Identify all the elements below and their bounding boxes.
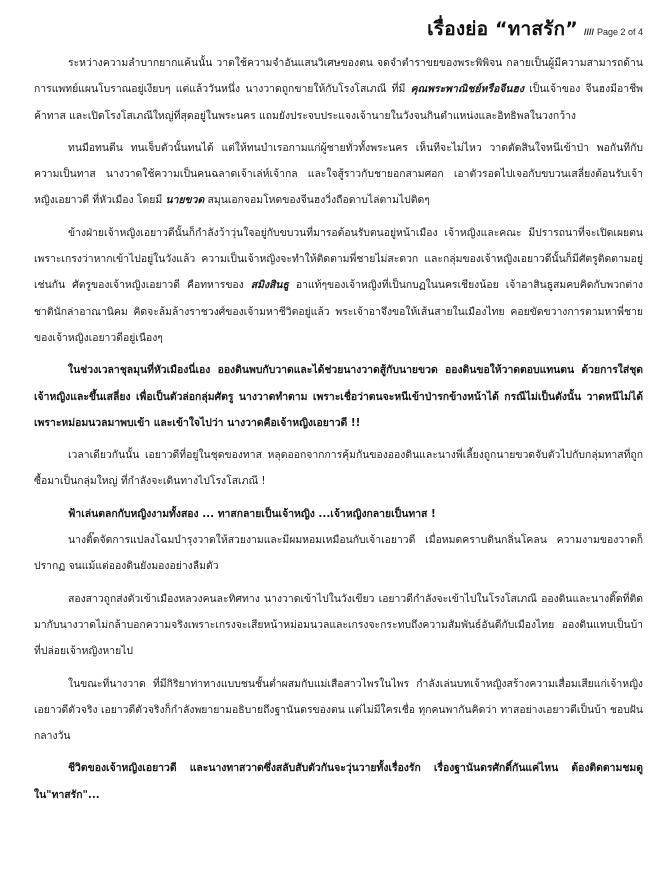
page-header xyxy=(34,14,643,44)
paragraph-3-text-a: ข้างฝ่ายเจ้าหญิงเอยาวดีนั้นก็กำลังว้าวุ่นใจอยู่กับขบวนที่มารอต้อนรับตนอยู่หน้าเมือง เจ้าหญิงและคณะ มีปรารถนาที่จะเปิดเผยตน เพราะเกรงว่าหากเข้าไปอยู่ในวังแล้ว ความเป็นเจ้าหญิงจะทำให้ติดตามพี่ชายไม่สะดวก และกลุ่มของเจ้าหญิงเอยาวดีนั้นก็มีศัตรูติดตามอยู่เช่นกัน ศัตรูของเจ้าหญิงเอยาวดี คือทหารของ xyxy=(34,226,643,292)
page-number xyxy=(584,27,643,37)
synopsis-body xyxy=(34,50,643,808)
character-name-khun-phra-panich: คุณพระพาณิชย์หรือจีนฮง xyxy=(410,83,524,96)
character-name-nai-khuad: นายขวด xyxy=(165,194,205,207)
paragraph-2-text-a: ทนมือทนตีน ทนเจ็บตัวนั้นทนได้ แต่ให้ทนบำเรอกามแก่ผู้ชายทั่วทั้งพระนคร เห็นทีจะไม่ไหว วาดตัดสินใจหนีเข้าป่า พอกันทีกับความเป็นทาส นางวาดใช้ความเป็นคนฉลาดเจ้าเล่ห์เจ้ากล และใจสู้ราวกับชายอกสามศอก เอาตัวรอดไปเจอกับขบวนเสลี่ยงต้อนรับเจ้าหญิงเอยาวดี ที่หัวเมือง โดยมี xyxy=(34,141,643,207)
paragraph-8: สองสาวถูกส่งตัวเข้าเมืองหลวงคนละทิศทาง นางวาดเข้าไปในวังเขียว เอยาวดีกำลังจะเข้าไปในโรงโสเภณี อองดินและนางติ๊ดที่ติดมากับนางวาดไม่กล้าบอกความจริงเพราะเกรงจะเสียหน้าหม่อมนวลและเกรงจะกระทบถึงความสัมพันธ์อันดีกับเมืองไทย อองดินแทบเป็นบ้าที่ปล่อยเจ้าหญิงหายไป xyxy=(34,592,643,658)
paragraph-3-text-b: อาแท้ๆของเจ้าหญิงที่เป็นกบฏในนครเชียงน้อย เจ้าอาสินธูสมคบคิดกับพวกต่างชาตินักล่าอาณานิคม คิดจะล้มล้างราชวงศ์ของเจ้ามหาชีวิตอยู่แล้ว พระเจ้าอาจึงขอให้เส้นสายในเมืองไทย คอยขัดขวางการตามหาพี่ชายของเจ้าหญิงเอยาวดีอยู่เนืองๆ xyxy=(34,279,643,344)
paragraph-5: เวลาเดียวกันนั้น เอยาวดีที่อยู่ในชุดของทาส หลุดออกจากการคุ้มกันของอองดินและนางพี่เลี้ยงถูกนายขวดจับตัวไปกับกลุ่มทาสที่ถูกซื้อมาเป็นกลุ่มใหญ่ ที่กำลังจะเดินทางไปโรงโสเภณี ! xyxy=(34,449,643,488)
page-number-label: Page 2 of 4 xyxy=(596,27,643,37)
paragraph-4: ในช่วงเวลาชุลมุนที่หัวเมืองนี่เอง อองดินพบกับวาดและได้ช่วยนางวาดสู้กับนายขวด อองดินขอให้วาดตอบแทนตน ด้วยการใส่ชุดเจ้าหญิงและขึ้นเสลี่ยง เพื่อเป็นตัวล่อกลุ่มศัตรู นางวาดทำตาม เพราะเชื่อว่าตนจะหนีเข้าป่ารกข้างหน้าได้ กรณีไม่เป็นดังนั้น วาดหนีไม่ได้ เพราะหม่อมนวลมาพบเข้า และเข้าใจไปว่า นางวาดคือเจ้าหญิงเอยาวดี !! xyxy=(34,364,643,429)
paragraph-9: ในขณะที่นางวาด ที่มีกิริยาท่าทางแบบชนชั้นต่ำผสมกับแม่เสือสาวไพรในไพร กำลังเล่นบทเจ้าหญิงสร้างความเสื่อมเสียแก่เจ้าหญิงเอยาวดีตัวจริง เอยาวดีตัวจริงก็กำลังพยายามอธิบายถึงฐานันดรของตน แต่ไม่มีใครเชื่อ ทุกคนพากันคิดว่า ทาสอย่างเอยาวดีเป็นบ้า ชอบฝันกลางวัน xyxy=(34,677,643,743)
paragraph-2 xyxy=(34,135,643,214)
paragraph-1 xyxy=(34,50,643,129)
page-marker-slashes: //// xyxy=(583,27,594,37)
paragraph-7: นางติ๊ดจัดการแปลงโฉมบำรุงวาดให้สวยงามและมีผมหอมเหมือนกับเจ้าเอยาวดี เมื่อหมดคราบดินกลิ่นโคลน ความงามของวาดก็ปรากฏ จนแม้แต่อองดินยังมองอย่างลืมตัว xyxy=(34,534,643,573)
character-name-saming-sinthu: สมิงสินธู xyxy=(250,279,289,292)
paragraph-6-tagline: ฟ้าเล่นตลกกับหญิงงามทั้งสอง ... ทาสกลายเป็นเจ้าหญิง ...เจ้าหญิงกลายเป็นทาส ! xyxy=(68,507,436,520)
paragraph-2-text-b: สมุนเอกจอมโหดของจีนฮงวิ่งถือดาบไล่ตามไปติดๆ xyxy=(204,194,430,207)
document-title: เรื่องย่อ “ทาสรัก” xyxy=(427,18,578,40)
paragraph-1-text-a: ระหว่างความลำบากยากแค้นนั้น วาดใช้ความจำอันแสนวิเศษของตน จดจำตำราขยของพระพิพิจน กลายเป็นผู้มีความสามารถด้านการแพทย์แผนโบราณอยู่เงียบๆ แต่แล้ววันหนึ่ง นางวาดถูกขายให้กับโรงโสเภณี ที่มี xyxy=(34,57,643,96)
paragraph-3 xyxy=(34,220,643,351)
paragraph-10-closing: ชีวิตของเจ้าหญิงเอยาวดี และนางทาสวาดซึ่งสลับสับตัวกันจะวุ่นวายทั้งเรื่องรัก เรื่องฐานันดรศักดิ์กันแค่ไหน ต้องติดตามชมดูใน"ทาสรัก"... xyxy=(34,762,643,801)
paragraph-1-text-b: เป็นเจ้าของ จีนฮงมีอาชีพค้าทาส และเปิดโรงโสเภณีใหญ่ที่สุดอยู่ในพระนคร แถมยังประจบประแจงเจ้านายในวังจนกินตำแหน่งและอิทธิพลในวงกว้าง xyxy=(34,83,643,122)
